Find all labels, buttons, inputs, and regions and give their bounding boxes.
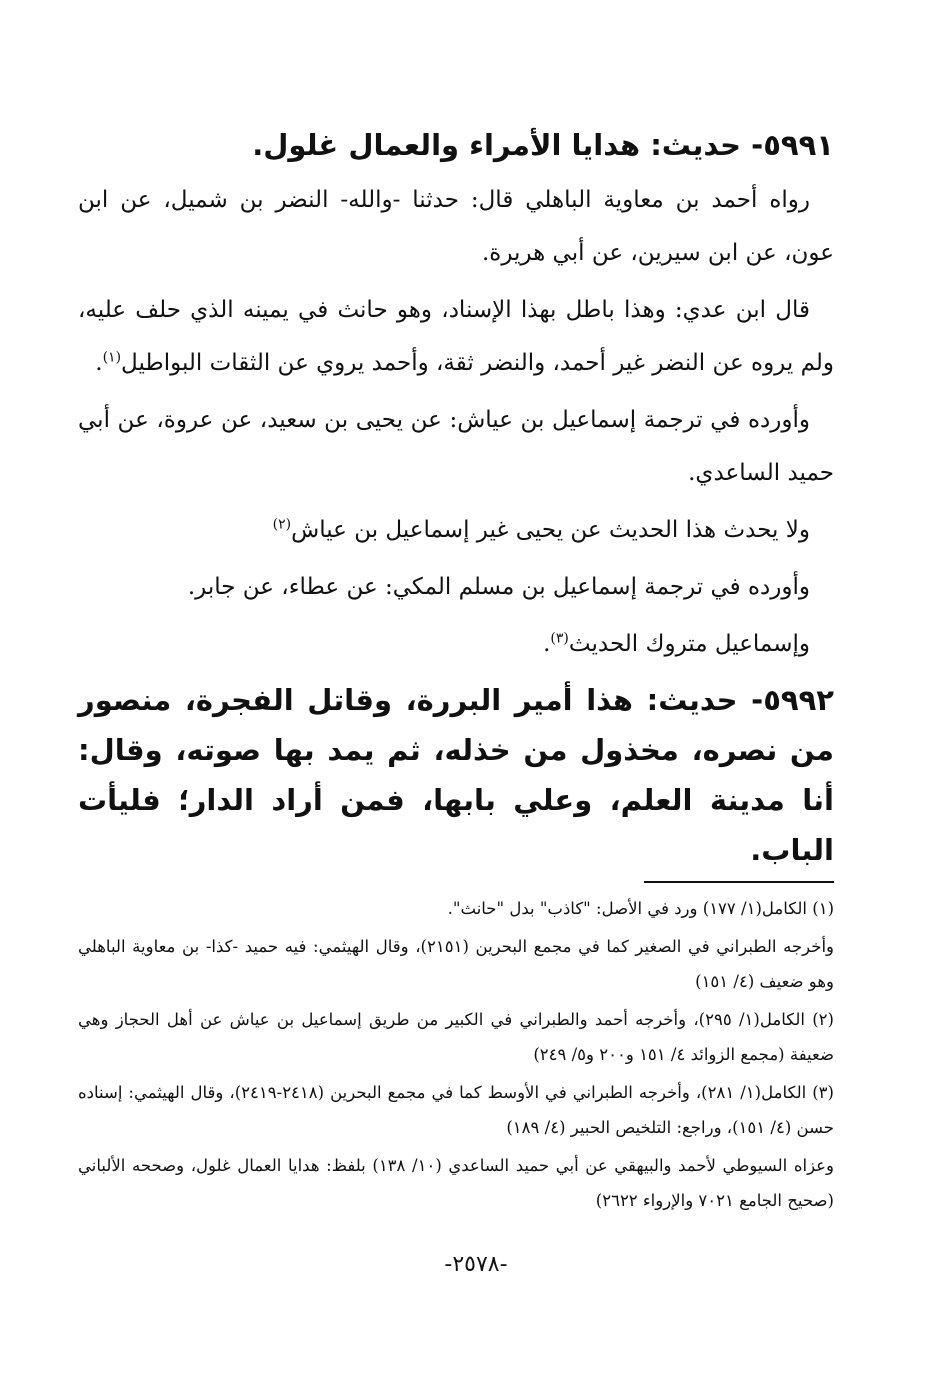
footnote-1-line-2: وأخرجه الطبراني في الصغير كما في مجمع البحرين (٢١٥١)، وقال الهيثمي: فيه حميد -كذا- بن معاوية الباهلي وهو ضعيف (٤/ ١٥١) (78, 936, 834, 991)
ismail-matruk-note (78, 618, 834, 671)
ismail-matruk-note-end: . (543, 631, 551, 657)
footnote-2: (٢) الكامل(١/ ٢٩٥)، وأخرجه أحمد والطبراني في الكبير من طريق إسماعيل بن عياش عن أهل الحجاز وهي ضعيفة (مجمع الزوائد ٤/ ١٥١ و٢٠٠ و٥/ ٢٤٩) (78, 1009, 834, 1064)
ismail-ibn-ayyash-entry: وأورده في ترجمة إسماعيل بن عياش: عن يحيى بن سعيد، عن عروة، عن أبي حميد الساعدي. (78, 407, 834, 486)
ismail-matruk-note-text: وإسماعيل متروك الحديث (568, 631, 810, 657)
ibn-adi-comment-text: قال ابن عدي: وهذا باطل بهذا الإسناد، وهو حانث في يمينه الذي حلف عليه، ولم يروه عن النضر غير أحمد، والنضر ثقة، وأحمد يروي عن الثقات البواطيل (78, 297, 834, 376)
ismail-ibn-ayyash-note (78, 504, 834, 557)
hadith-5992-title: ٥٩٩٢- حديث: هذا أمير البررة، وقاتل الفجرة، منصور من نصره، مخذول من خذله، ثم يمد بها صوته، وقال: أنا مدينة العلم، وعلي بابها، فمن أراد الدار؛ فليأت الباب. (78, 683, 834, 867)
footnote-ref-1: (١) (102, 349, 122, 366)
footnote-divider (644, 881, 834, 883)
footnotes (78, 891, 834, 1219)
footnote-3-line-2: وعزاه السيوطي لأحمد والبيهقي عن أبي حميد الساعدي (١٠/ ١٣٨) بلفظ: هدايا العمال غلول، وصححه الألباني (صحيح الجامع ٧٠٢١ والإرواء ٢٦٢٢) (78, 1155, 834, 1210)
footnote-3-line-1: (٣) الكامل(١/ ٢٨١)، وأخرجه الطبراني في الأوسط كما في مجمع البحرين (٢٤١٨-٢٤١٩)، وقال الهيثمي: إسناده حسن (٤/ ١٥١)، وراجع: التلخيص الحبير (٤/ ١٨٩) (78, 1082, 834, 1137)
ibn-adi-comment (78, 284, 834, 390)
ibn-adi-comment-end: . (95, 350, 103, 376)
hadith-5991-title: ٥٩٩١- حديث: هدايا الأمراء والعمال غلول. (252, 128, 834, 162)
hadith-5991-chain: رواه أحمد بن معاوية الباهلي قال: حدثنا -والله- النضر بن شميل، عن ابن عون، عن ابن سيرين، عن أبي هريرة. (78, 187, 834, 266)
footnote-ref-3: (٣) (550, 630, 569, 647)
footnote-ref-2: (٢) (272, 516, 292, 533)
footnote-1-line-1: (١) الكامل(١/ ١٧٧) ورد في الأصل: "كاذب" بدل "حانث". (447, 899, 834, 918)
ismail-ibn-muslim-entry: وأورده في ترجمة إسماعيل بن مسلم المكي: عن عطاء، عن جابر. (187, 574, 810, 600)
page-number: -٢٥٧٨- (444, 1252, 508, 1277)
ismail-ibn-ayyash-note-text: ولا يحدث هذا الحديث عن يحيى غير إسماعيل بن عياش (291, 517, 810, 543)
page-body (78, 118, 834, 1221)
